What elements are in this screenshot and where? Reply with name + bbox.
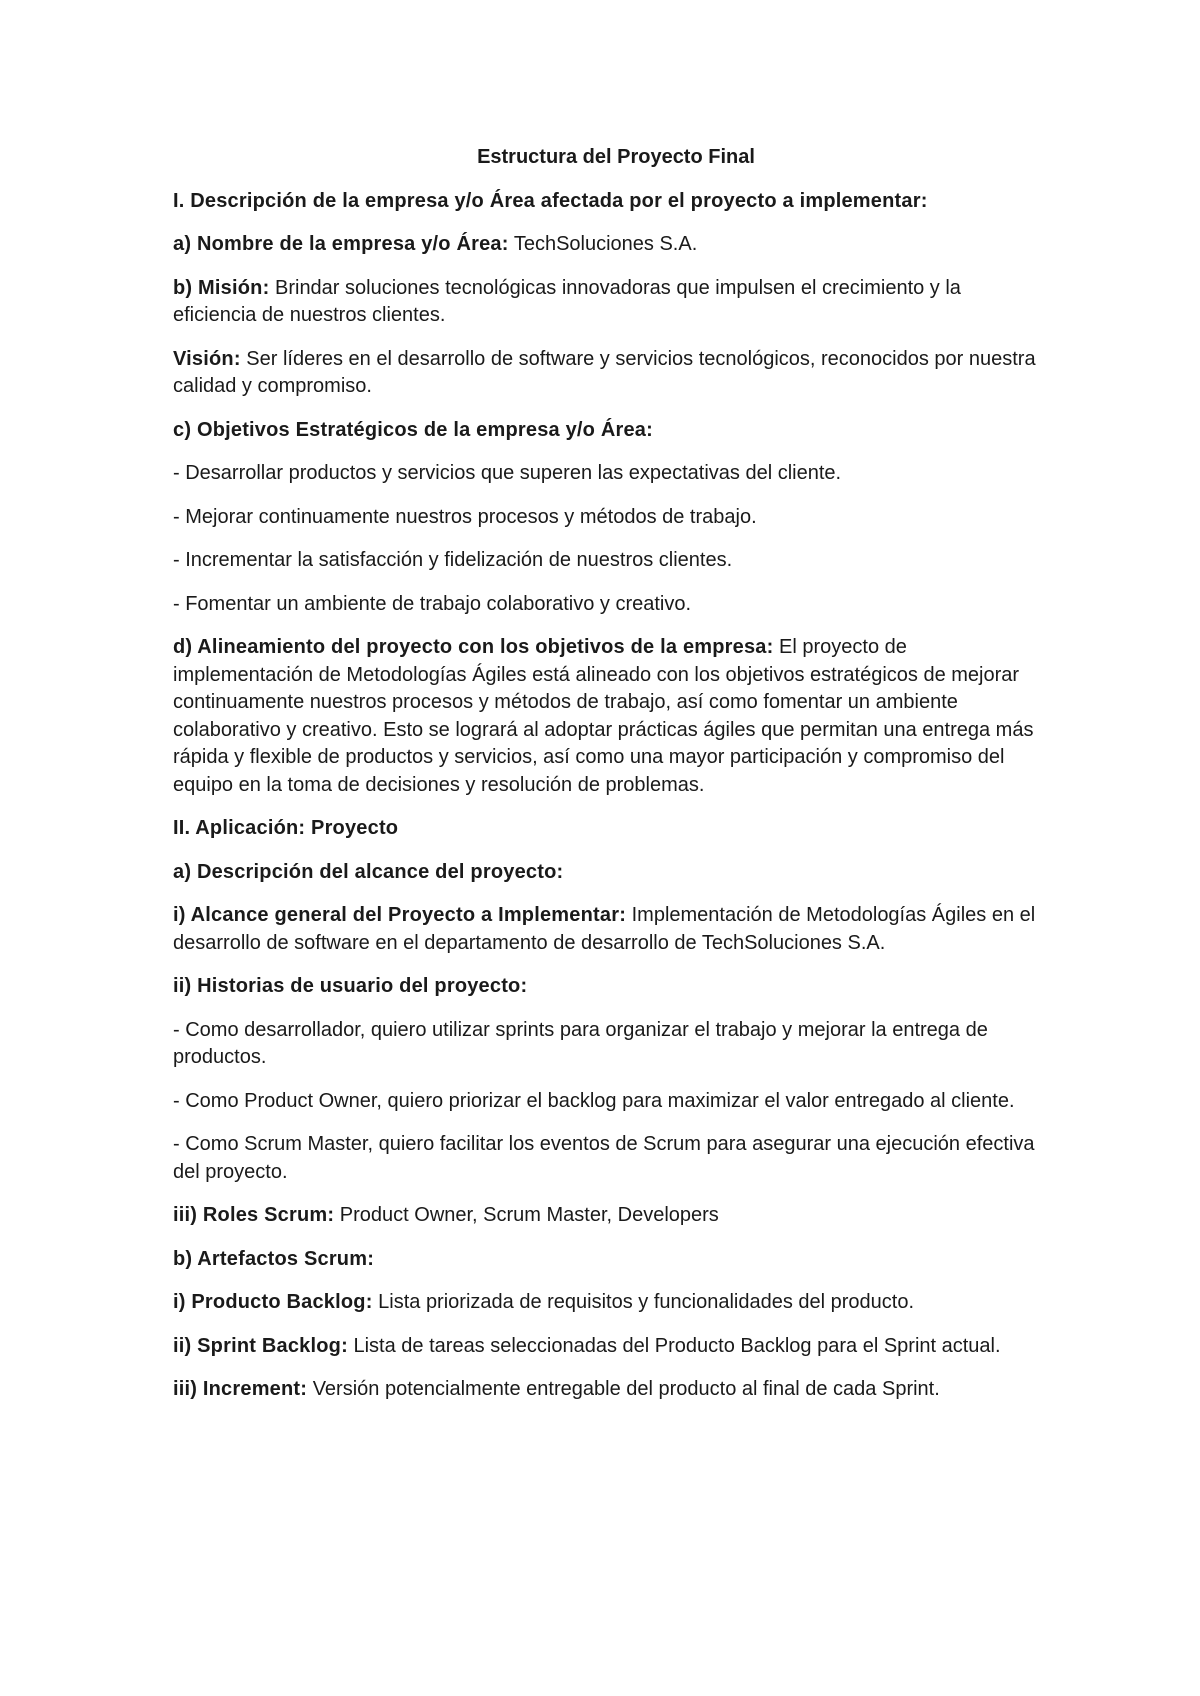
document-title: Estructura del Proyecto Final: [477, 146, 755, 168]
mission-paragraph: [173, 275, 1043, 330]
section-2-heading: II. Aplicación: Proyecto: [173, 817, 399, 839]
sprint-backlog-paragraph: [173, 1333, 1043, 1361]
scrum-roles-paragraph: [173, 1202, 1043, 1230]
vision-text: Ser líderes en el desarrollo de software y servicios tecnológicos, reconocidos por nuestra calidad y compromiso.: [173, 347, 1036, 397]
mission-text: Brindar soluciones tecnológicas innovadoras que impulsen el crecimiento y la eficiencia de nuestros clientes.: [173, 276, 961, 326]
objective-item: - Desarrollar productos y servicios que superen las expectativas del cliente.: [173, 462, 842, 484]
general-scope-paragraph: [173, 902, 1043, 957]
scrum-roles-label: iii) Roles Scrum:: [173, 1204, 335, 1226]
user-story-item: - Como desarrollador, quiero utilizar sprints para organizar el trabajo y mejorar la entrega de productos.: [173, 1018, 988, 1068]
mission-label: b) Misión:: [173, 276, 270, 299]
general-scope-text: Implementación de Metodologías Ágiles en el desarrollo de software en el departamento de desarrollo de TechSoluciones S.A.: [173, 904, 1036, 954]
user-story-item: - Como Scrum Master, quiero facilitar los eventos de Scrum para asegurar una ejecución efectiva del proyecto.: [173, 1133, 1035, 1183]
product-backlog-text: Lista priorizada de requisitos y funcionalidades del producto.: [372, 1291, 915, 1313]
alignment-paragraph: [173, 634, 1043, 799]
alignment-label: d) Alineamiento del proyecto con los objetivos de la empresa:: [173, 636, 774, 658]
alignment-text: El proyecto de implementación de Metodologías Ágiles está alineado con los objetivos estratégicos de mejorar continuamente nuestros procesos y métodos de trabajo, así como fomentar un ambiente colaborativo y creativo. Esto se logrará al adoptar prácticas ágiles que permitan una entrega más rápida y flexible de productos y servicios, así como una mayor participación y compromiso del equipo en la toma de decisiones y resolución de problemas.: [173, 636, 1034, 796]
increment-paragraph: [173, 1376, 1043, 1404]
product-backlog-label: i) Producto Backlog:: [173, 1291, 373, 1313]
objective-item: - Incrementar la satisfacción y fidelización de nuestros clientes.: [173, 549, 733, 571]
objectives-heading: c) Objetivos Estratégicos de la empresa y/o Área:: [173, 418, 653, 441]
document-page: [173, 144, 1043, 1420]
product-backlog-paragraph: [173, 1289, 1043, 1317]
company-name-paragraph: [173, 231, 1043, 259]
increment-text: Versión potencialmente entregable del producto al final de cada Sprint.: [307, 1378, 940, 1400]
scrum-roles-text: Product Owner, Scrum Master, Developers: [334, 1204, 719, 1226]
scope-heading: a) Descripción del alcance del proyecto:: [173, 860, 564, 883]
section-1-heading: I. Descripción de la empresa y/o Área afectada por el proyecto a implementar:: [173, 189, 928, 212]
sprint-backlog-label: ii) Sprint Backlog:: [173, 1334, 348, 1357]
company-name-value: TechSoluciones S.A.: [508, 233, 698, 255]
objective-item: - Fomentar un ambiente de trabajo colaborativo y creativo.: [173, 592, 692, 615]
artifacts-heading: b) Artefactos Scrum:: [173, 1247, 375, 1270]
sprint-backlog-text: Lista de tareas seleccionadas del Producto Backlog para el Sprint actual.: [347, 1334, 1001, 1357]
user-story-item: - Como Product Owner, quiero priorizar el backlog para maximizar el valor entregado al cliente.: [173, 1089, 1015, 1112]
user-stories-heading: ii) Historias de usuario del proyecto:: [173, 975, 528, 997]
increment-label: iii) Increment:: [173, 1378, 308, 1400]
company-name-label: a) Nombre de la empresa y/o Área:: [173, 233, 509, 255]
objective-item: - Mejorar continuamente nuestros procesos y métodos de trabajo.: [173, 505, 757, 528]
vision-label: Visión:: [173, 347, 241, 370]
vision-paragraph: [173, 346, 1043, 401]
general-scope-label: i) Alcance general del Proyecto a Implementar:: [173, 904, 627, 926]
